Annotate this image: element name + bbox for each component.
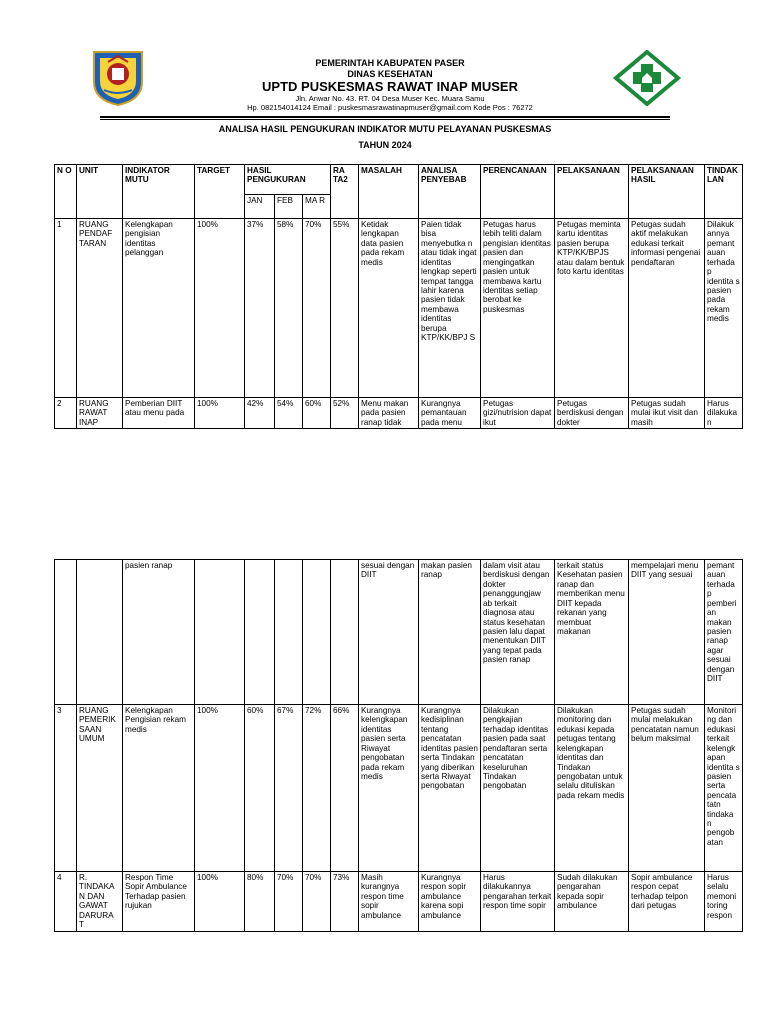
cell-rata: 52% xyxy=(331,398,359,429)
cell-unit: R. TINDAKA N DAN GAWAT DARURA T xyxy=(77,872,123,932)
col-masalah: MASALAH xyxy=(359,165,419,219)
cell-pelaksanaan: Petugas meminta kartu identitas pasien berupa KTP/KK/BPJS atau dalam bentuk foto kartu identitas xyxy=(555,219,629,398)
cell-mar: 70% xyxy=(303,872,331,932)
cell-indikator: Respon Time Sopir Ambulance Terhadap pasien rujukan xyxy=(123,872,195,932)
cell-analisa: Kurangnya pemantauan pada menu xyxy=(419,398,481,429)
table-row xyxy=(55,219,743,398)
cell-hasil: Petugas sudah mulai melakukan pencatatan namun belum maksimal xyxy=(629,705,705,872)
cell-jan: 37% xyxy=(245,219,275,398)
cell-indikator: Kelengkapan pengisian identitas pelanggan xyxy=(123,219,195,398)
cell-rata: 66% xyxy=(331,705,359,872)
cell-indikator: Pemberian DIIT atau menu pada xyxy=(123,398,195,429)
cell-hasil: Petugas sudah mulai ikut visit dan masih xyxy=(629,398,705,429)
cell-analisa: Kurangnya kedisiplinan tentang pencatatan identitas pasien serta Tindakan yang diberikan serta Riwayat pengobatan xyxy=(419,705,481,872)
cell-analisa: makan pasien ranap xyxy=(419,560,481,705)
header-divider xyxy=(100,116,670,118)
col-perencanaan: PERENCANAAN xyxy=(481,165,555,219)
header-government: PEMERINTAH KABUPATEN PASER xyxy=(315,58,465,68)
cell-mar: 60% xyxy=(303,398,331,429)
cell-perencanaan: Petugas gizi/nutrision dapat ikut xyxy=(481,398,555,429)
cell-jan xyxy=(245,560,275,705)
table-row xyxy=(55,705,743,872)
cell-tindak: Monitori ng dan edukasi terkait kelengk apan identita s pasien serta pencata tatn tindaka n pengob atan xyxy=(705,705,743,872)
cell-hasil: Sopir ambulance respon cepat terhadap telpon dari petugas xyxy=(629,872,705,932)
cell-unit: RUANG RAWAT INAP xyxy=(77,398,123,429)
cell-unit: RUANG PENDAF TARAN xyxy=(77,219,123,398)
cell-perencanaan: Dilakukan pengkajian terhadap identitas pasien pada saat pendaftaran serta pencatatan keseluruhan Tindakan pengobatan xyxy=(481,705,555,872)
cell-tindak: Dilakuk annya pemant auan terhada p identita s pasien pada rekam medis xyxy=(705,219,743,398)
document-year: TAHUN 2024 xyxy=(358,140,412,150)
cell-jan: 60% xyxy=(245,705,275,872)
cell-masalah: Menu makan pada pasien ranap tidak xyxy=(359,398,419,429)
cell-perencanaan: Petugas harus lebih teliti dalam pengisian identitas pasien dan mengingatkan pasien untuk membawa kartu identitas setiap berobat ke puskesmas xyxy=(481,219,555,398)
cell-no: 1 xyxy=(55,219,77,398)
table-row xyxy=(55,398,743,429)
col-unit: UNIT xyxy=(77,165,123,219)
table-row xyxy=(55,560,743,705)
cell-rata xyxy=(331,560,359,705)
cell-target: 100% xyxy=(195,398,245,429)
col-analisa: ANALISA PENYEBAB xyxy=(419,165,481,219)
cell-no: 4 xyxy=(55,872,77,932)
header-divider-thin xyxy=(100,119,670,120)
cell-rata: 73% xyxy=(331,872,359,932)
cell-analisa: Paien tidak bisa menyebutka n atau tidak ingat identitas lengkap seperti tempat tangga lahir karena pasien tidak membawa identitas berupa KTP/KK/BPJ S xyxy=(419,219,481,398)
cell-pelaksanaan: Dilakukan monitoring dan edukasi kepada petugas tentang kelengkapan identitas dan Tindakan pengobatan untuk selalu dituliskan pada rekam medis xyxy=(555,705,629,872)
col-pelaksanaan: PELAKSANAAN xyxy=(555,165,629,219)
cell-feb: 54% xyxy=(275,398,303,429)
indicator-table-continued xyxy=(54,559,743,932)
cell-tindak: Harus selalu memoni toring respon xyxy=(705,872,743,932)
cell-target: 100% xyxy=(195,872,245,932)
cell-masalah: Masih kurangnya respon time sopir ambulance xyxy=(359,872,419,932)
col-feb: FEB xyxy=(275,195,303,219)
cell-masalah: Ketidak lengkapan data pasien pada rekam medis xyxy=(359,219,419,398)
cell-jan: 80% xyxy=(245,872,275,932)
indicator-table xyxy=(54,164,743,429)
cell-no xyxy=(55,560,77,705)
cell-pelaksanaan: Petugas berdiskusi dengan dokter xyxy=(555,398,629,429)
col-pelaksanaan-hasil: PELAKSANAAN HASIL xyxy=(629,165,705,219)
cell-tindak: Harus dilakuka n xyxy=(705,398,743,429)
cell-indikator: Kelengkapan Pengisian rekam medis xyxy=(123,705,195,872)
kabupaten-emblem-icon xyxy=(90,48,146,106)
cell-feb: 67% xyxy=(275,705,303,872)
col-mar: MA R xyxy=(303,195,331,219)
cell-no: 2 xyxy=(55,398,77,429)
cell-pelaksanaan: terkait status Kesehatan pasien ranap dan memberikan menu DIIT kepada rekanan yang membuat makanan xyxy=(555,560,629,705)
col-no: N O xyxy=(55,165,77,219)
cell-mar: 72% xyxy=(303,705,331,872)
cell-feb xyxy=(275,560,303,705)
cell-target: 100% xyxy=(195,705,245,872)
header-contact: Hp. 082154014124 Email : puskesmasrawatinapmuser@gmail.com Kode Pos : 76272 xyxy=(247,103,533,112)
cell-unit xyxy=(77,560,123,705)
cell-mar xyxy=(303,560,331,705)
cell-pelaksanaan: Sudah dilakukan pengarahan kepada sopir ambulance xyxy=(555,872,629,932)
col-jan: JAN xyxy=(245,195,275,219)
cell-analisa: Kurangnya respon sopir ambulance karena sopi ambulance xyxy=(419,872,481,932)
header-institution: UPTD PUSKESMAS RAWAT INAP MUSER xyxy=(262,79,518,94)
cell-rata: 55% xyxy=(331,219,359,398)
cell-perencanaan: Harus dilakukannya pengarahan terkait respon time sopir xyxy=(481,872,555,932)
cell-masalah: Kurangnya kelengkapan identitas pasien serta Riwayat pengobatan pada rekam medis xyxy=(359,705,419,872)
cell-target: 100% xyxy=(195,219,245,398)
header-address: Jln. Anwar No. 43. RT. 04 Desa Muser Kec. Muara Samu xyxy=(295,94,485,103)
cell-target xyxy=(195,560,245,705)
cell-mar: 70% xyxy=(303,219,331,398)
col-hasil: HASIL PENGUKURAN xyxy=(245,165,331,195)
cell-jan: 42% xyxy=(245,398,275,429)
cell-perencanaan: dalam visit atau berdiskusi dengan dokter penanggungjaw ab terkait diagnosa atau status kesehatan pasien lalu dapat menentukan DIIT yang tepat pada pasien ranap xyxy=(481,560,555,705)
col-target: TARGET xyxy=(195,165,245,219)
col-rata: RA TA2 xyxy=(331,165,359,219)
col-tindak: TINDAK LAN xyxy=(705,165,743,219)
cell-unit: RUANG PEMERIK SAAN UMUM xyxy=(77,705,123,872)
document-title: ANALISA HASIL PENGUKURAN INDIKATOR MUTU PELAYANAN PUSKESMAS xyxy=(218,124,552,134)
col-indikator: INDIKATOR MUTU xyxy=(123,165,195,219)
cell-feb: 70% xyxy=(275,872,303,932)
cell-no: 3 xyxy=(55,705,77,872)
table-row xyxy=(55,872,743,932)
cell-masalah: sesuai dengan DIIT xyxy=(359,560,419,705)
cell-indikator: pasien ranap xyxy=(123,560,195,705)
cell-hasil: Petugas sudah aktif melakukan edukasi terkait informasi pengenai pendaftaran xyxy=(629,219,705,398)
header-department: DINAS KESEHATAN xyxy=(347,69,433,79)
cell-feb: 58% xyxy=(275,219,303,398)
cell-tindak: pemant auan terhada p pemberi an makan pasien ranap agar sesuai dengan DIIT xyxy=(705,560,743,705)
cell-hasil: mempelajari menu DIIT yang sesuai xyxy=(629,560,705,705)
